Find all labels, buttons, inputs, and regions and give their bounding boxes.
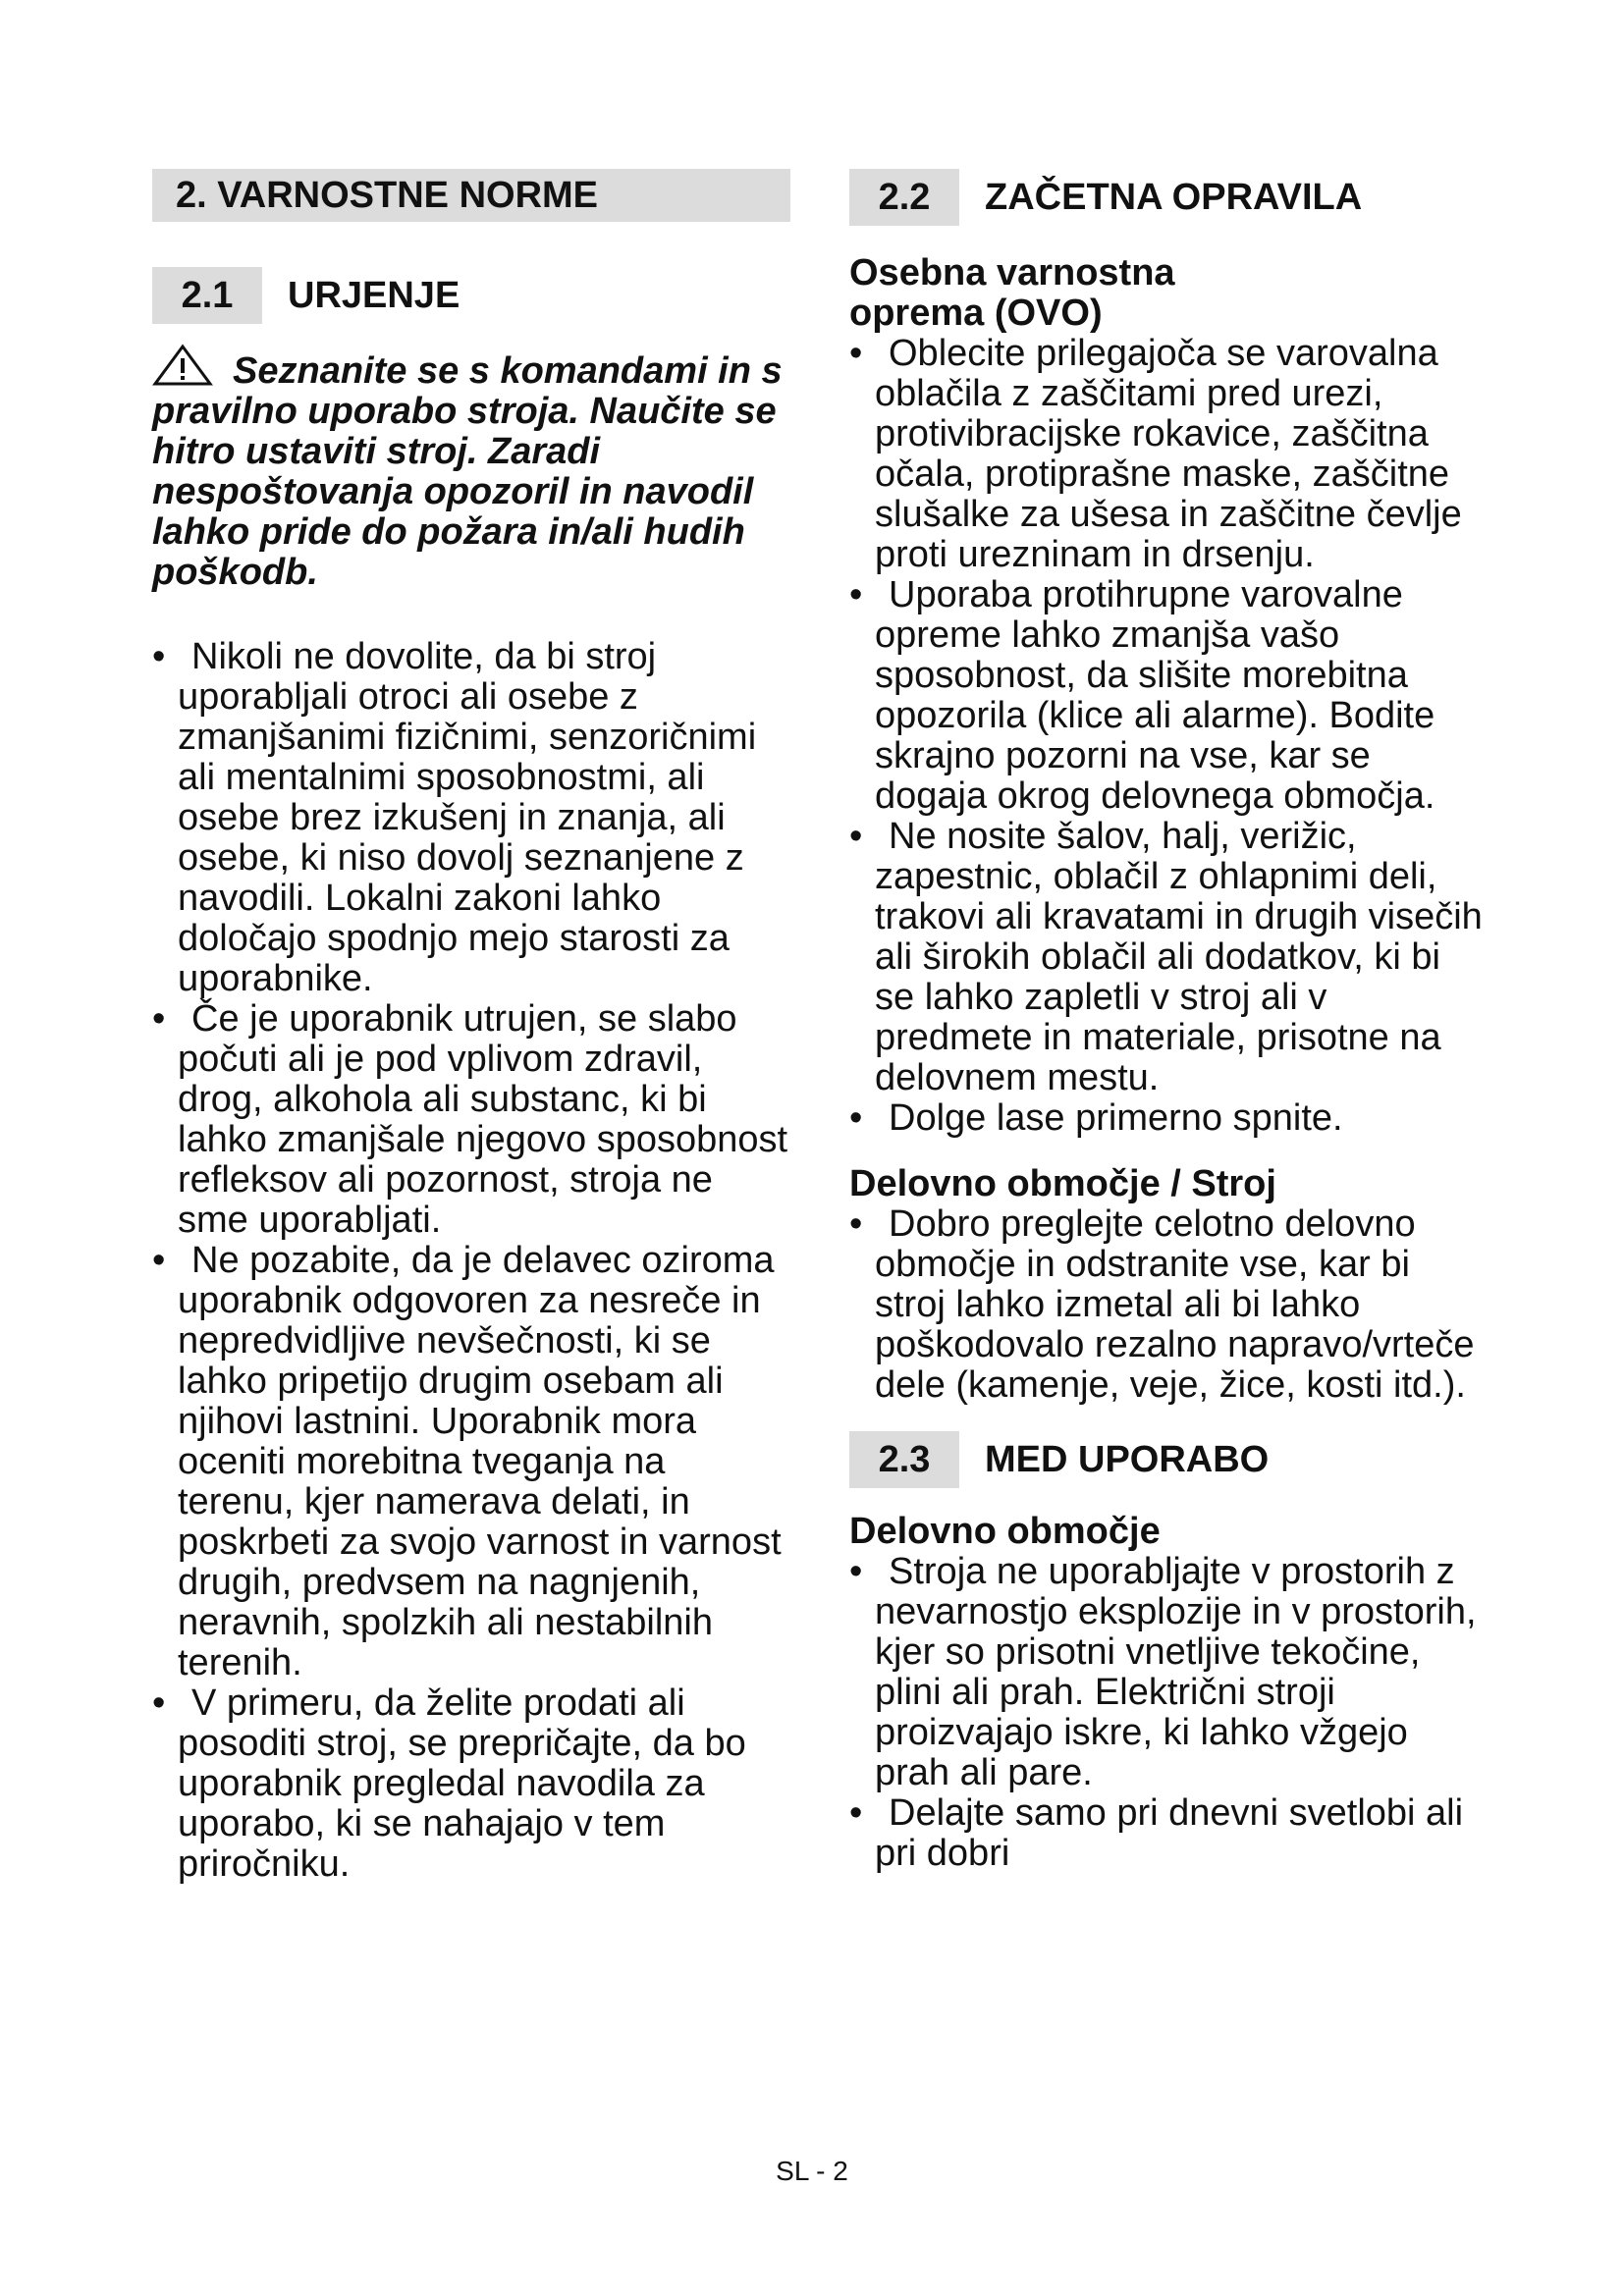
list-item-text: Uporaba protihrupne varovalne opreme lahko zmanjša vašo sposobnost, da slišite morebitna opozorila (klice ali alarme). Bodite skrajno pozorni na vse, kar se dogaja okrog delovnega območja. [875, 574, 1435, 817]
list-item-text: Nikoli ne dovolite, da bi stroj uporabljali otroci ali osebe z zmanjšanimi fizičnimi, senzoričnimi ali mentalnimi sposobnostmi, ali osebe brez izkušenj in znanja, ali osebe, ki niso dovolj seznanjene z navodili. Lokalni zakoni lahko določajo spodnjo mejo starosti za uporabnike. [178, 636, 757, 999]
list-item: • Ne nosite šalov, halj, verižic, zapestnic, oblačil z ohlapnimi deli, trakovi ali kravatami in drugih visečih ali širokih oblačil ali dodatkov, ki bi se lahko zapletli v stroj ali v predmete in materiale, prisotne na delovnem mestu. [849, 816, 1483, 1098]
list-item: • Oblecite prilegajoča se varovalna oblačila z zaščitami pred urezi, protivibracijske rokavice, zaščitna očala, protiprašne maske, zaščitne slušalke za ušesa in zaščitne čevlje proti urezninam in drsenju. [849, 333, 1462, 575]
list-item-text: Oblecite prilegajoča se varovalna oblačila z zaščitami pred urezi, protivibracijske rokavice, zaščitna očala, protiprašne maske, zaščitne slušalke za ušesa in zaščitne čevlje proti urezninam in drsenju. [875, 333, 1462, 575]
list-item: • Dobro preglejte celotno delovno območje in odstranite vse, kar bi stroj lahko izmetal ali bi lahko poškodovalo rezalno napravo/vrteče dele (kamenje, veje, žice, kosti itd.). [849, 1203, 1475, 1406]
subsection-2-2 [849, 169, 1488, 226]
list-item-text: V primeru, da želite prodati ali posoditi stroj, se prepričajte, da bo uporabnik pregledal navodila za uporabo, ki se nahajajo v tem priročniku. [178, 1682, 746, 1885]
subsection-2-3 [849, 1431, 1488, 1488]
list-item-text: Ne pozabite, da je delavec oziroma uporabnik odgovoren za nesreče in nepredvidljive nevšečnosti, ki se lahko pripetijo drugim osebam ali njihovi lastnini. Uporabnik mora oceniti morebitna tveganja na terenu, kjer namerava delati, in poskrbeti za svojo varnost in varnost drugih, predvsem na nagnjenih, neravnih, spolzkih ali nestabilnih terenih. [178, 1240, 782, 1683]
subsection-number: 2.2 [849, 169, 959, 226]
area-heading: Delovno območje [849, 1511, 1161, 1552]
list-item-text: Če je uporabnik utrujen, se slabo počuti ali je pod vplivom zdravil, drog, alkohola ali substanc, ki bi lahko zmanjšale njegovo sposobnost refleksov ali pozornost, stroja ne sme uporabljati. [178, 998, 788, 1241]
list-item-text: Dobro preglejte celotno delovno območje in odstranite vse, kar bi stroj lahko izmetal ali bi lahko poškodovalo rezalno napravo/vrteče dele (kamenje, veje, žice, kosti itd.). [875, 1203, 1475, 1406]
list-item: • Če je uporabnik utrujen, se slabo počuti ali je pod vplivom zdravil, drog, alkohola ali substanc, ki bi lahko zmanjšale njegovo sposobnost refleksov ali pozornost, stroja ne sme uporabljati. [152, 998, 788, 1241]
subsection-title: MED UPORABO [985, 1438, 1270, 1480]
list-item: • Ne pozabite, da je delavec oziroma uporabnik odgovoren za nesreče in nepredvidljive nevšečnosti, ki se lahko pripetijo drugim osebam ali njihovi lastnini. Uporabnik mora oceniti morebitna tveganja na terenu, kjer namerava delati, in poskrbeti za svojo varnost in varnost drugih, predvsem na nagnjenih, neravnih, spolzkih ali nestabilnih terenih. [152, 1240, 782, 1683]
warning-text: Seznanite se s komandami in s pravilno uporabo stroja. Naučite se hitro ustaviti stroj. Zaradi nespoštovanja opozoril in navodil lahko pride do požara in/ali hudih poškodb. [152, 350, 783, 593]
work-bullet-list [849, 1204, 1488, 1406]
list-item: • Delajte samo pri dnevni svetlobi ali pri dobri [849, 1792, 1464, 1874]
section-title: 2. VARNOSTNE NORME [152, 169, 790, 222]
ovo-heading: Osebna varnostna oprema (OVO) [849, 252, 1175, 334]
subsection-number: 2.3 [849, 1431, 959, 1488]
list-item-text: Dolge lase primerno spnite. [889, 1097, 1343, 1139]
subsection-number: 2.1 [152, 267, 262, 324]
subsection-title: URJENJE [288, 274, 460, 316]
list-item-text: Delajte samo pri dnevni svetlobi ali pri dobri [875, 1792, 1464, 1874]
list-item: • Uporaba protihrupne varovalne opreme lahko zmanjša vašo sposobnost, da slišite morebitna opozorila (klice ali alarme). Bodite skrajno pozorni na vse, kar se dogaja okrog delovnega območja. [849, 574, 1435, 817]
warning-paragraph [152, 344, 790, 593]
subsection-title: ZAČETNA OPRAVILA [985, 176, 1363, 218]
right-column [849, 169, 1488, 1874]
work-area-heading: Delovno območje / Stroj [849, 1163, 1276, 1204]
warning-triangle-icon [152, 344, 213, 387]
area-bullet-list [849, 1552, 1488, 1874]
list-item: • Dolge lase primerno spnite. [849, 1097, 1343, 1139]
list-item: • Nikoli ne dovolite, da bi stroj uporabljali otroci ali osebe z zmanjšanimi fizičnimi, senzoričnimi ali mentalnimi sposobnostmi, ali osebe brez izkušenj in znanja, ali osebe, ki niso dovolj seznanjene z navodili. Lokalni zakoni lahko določajo spodnjo mejo starosti za uporabnike. [152, 636, 757, 999]
page-number: SL - 2 [776, 2156, 848, 2186]
subsection-2-1 [152, 267, 790, 324]
list-item-text: Ne nosite šalov, halj, verižic, zapestnic, oblačil z ohlapnimi deli, trakovi ali kravatami in drugih visečih ali širokih oblačil ali dodatkov, ki bi se lahko zapletli v stroj ali v predmete in materiale, prisotne na delovnem mestu. [875, 816, 1483, 1098]
left-bullet-list [152, 637, 790, 1885]
list-item: • V primeru, da želite prodati ali posoditi stroj, se prepričajte, da bo uporabnik pregledal navodila za uporabo, ki se nahajajo v tem priročniku. [152, 1682, 746, 1885]
list-item-text: Stroja ne uporabljajte v prostorih z nevarnostjo eksplozije in v prostorih, kjer so prisotni vnetljive tekočine, plini ali prah. Električni stroji proizvajajo iskre, ki lahko vžgejo prah ali pare. [875, 1551, 1477, 1793]
list-item: • Stroja ne uporabljajte v prostorih z nevarnostjo eksplozije in v prostorih, kjer so prisotni vnetljive tekočine, plini ali prah. Električni stroji proizvajajo iskre, ki lahko vžgejo prah ali pare. [849, 1551, 1477, 1793]
ovo-bullet-list [849, 334, 1488, 1139]
left-column [152, 169, 790, 1885]
